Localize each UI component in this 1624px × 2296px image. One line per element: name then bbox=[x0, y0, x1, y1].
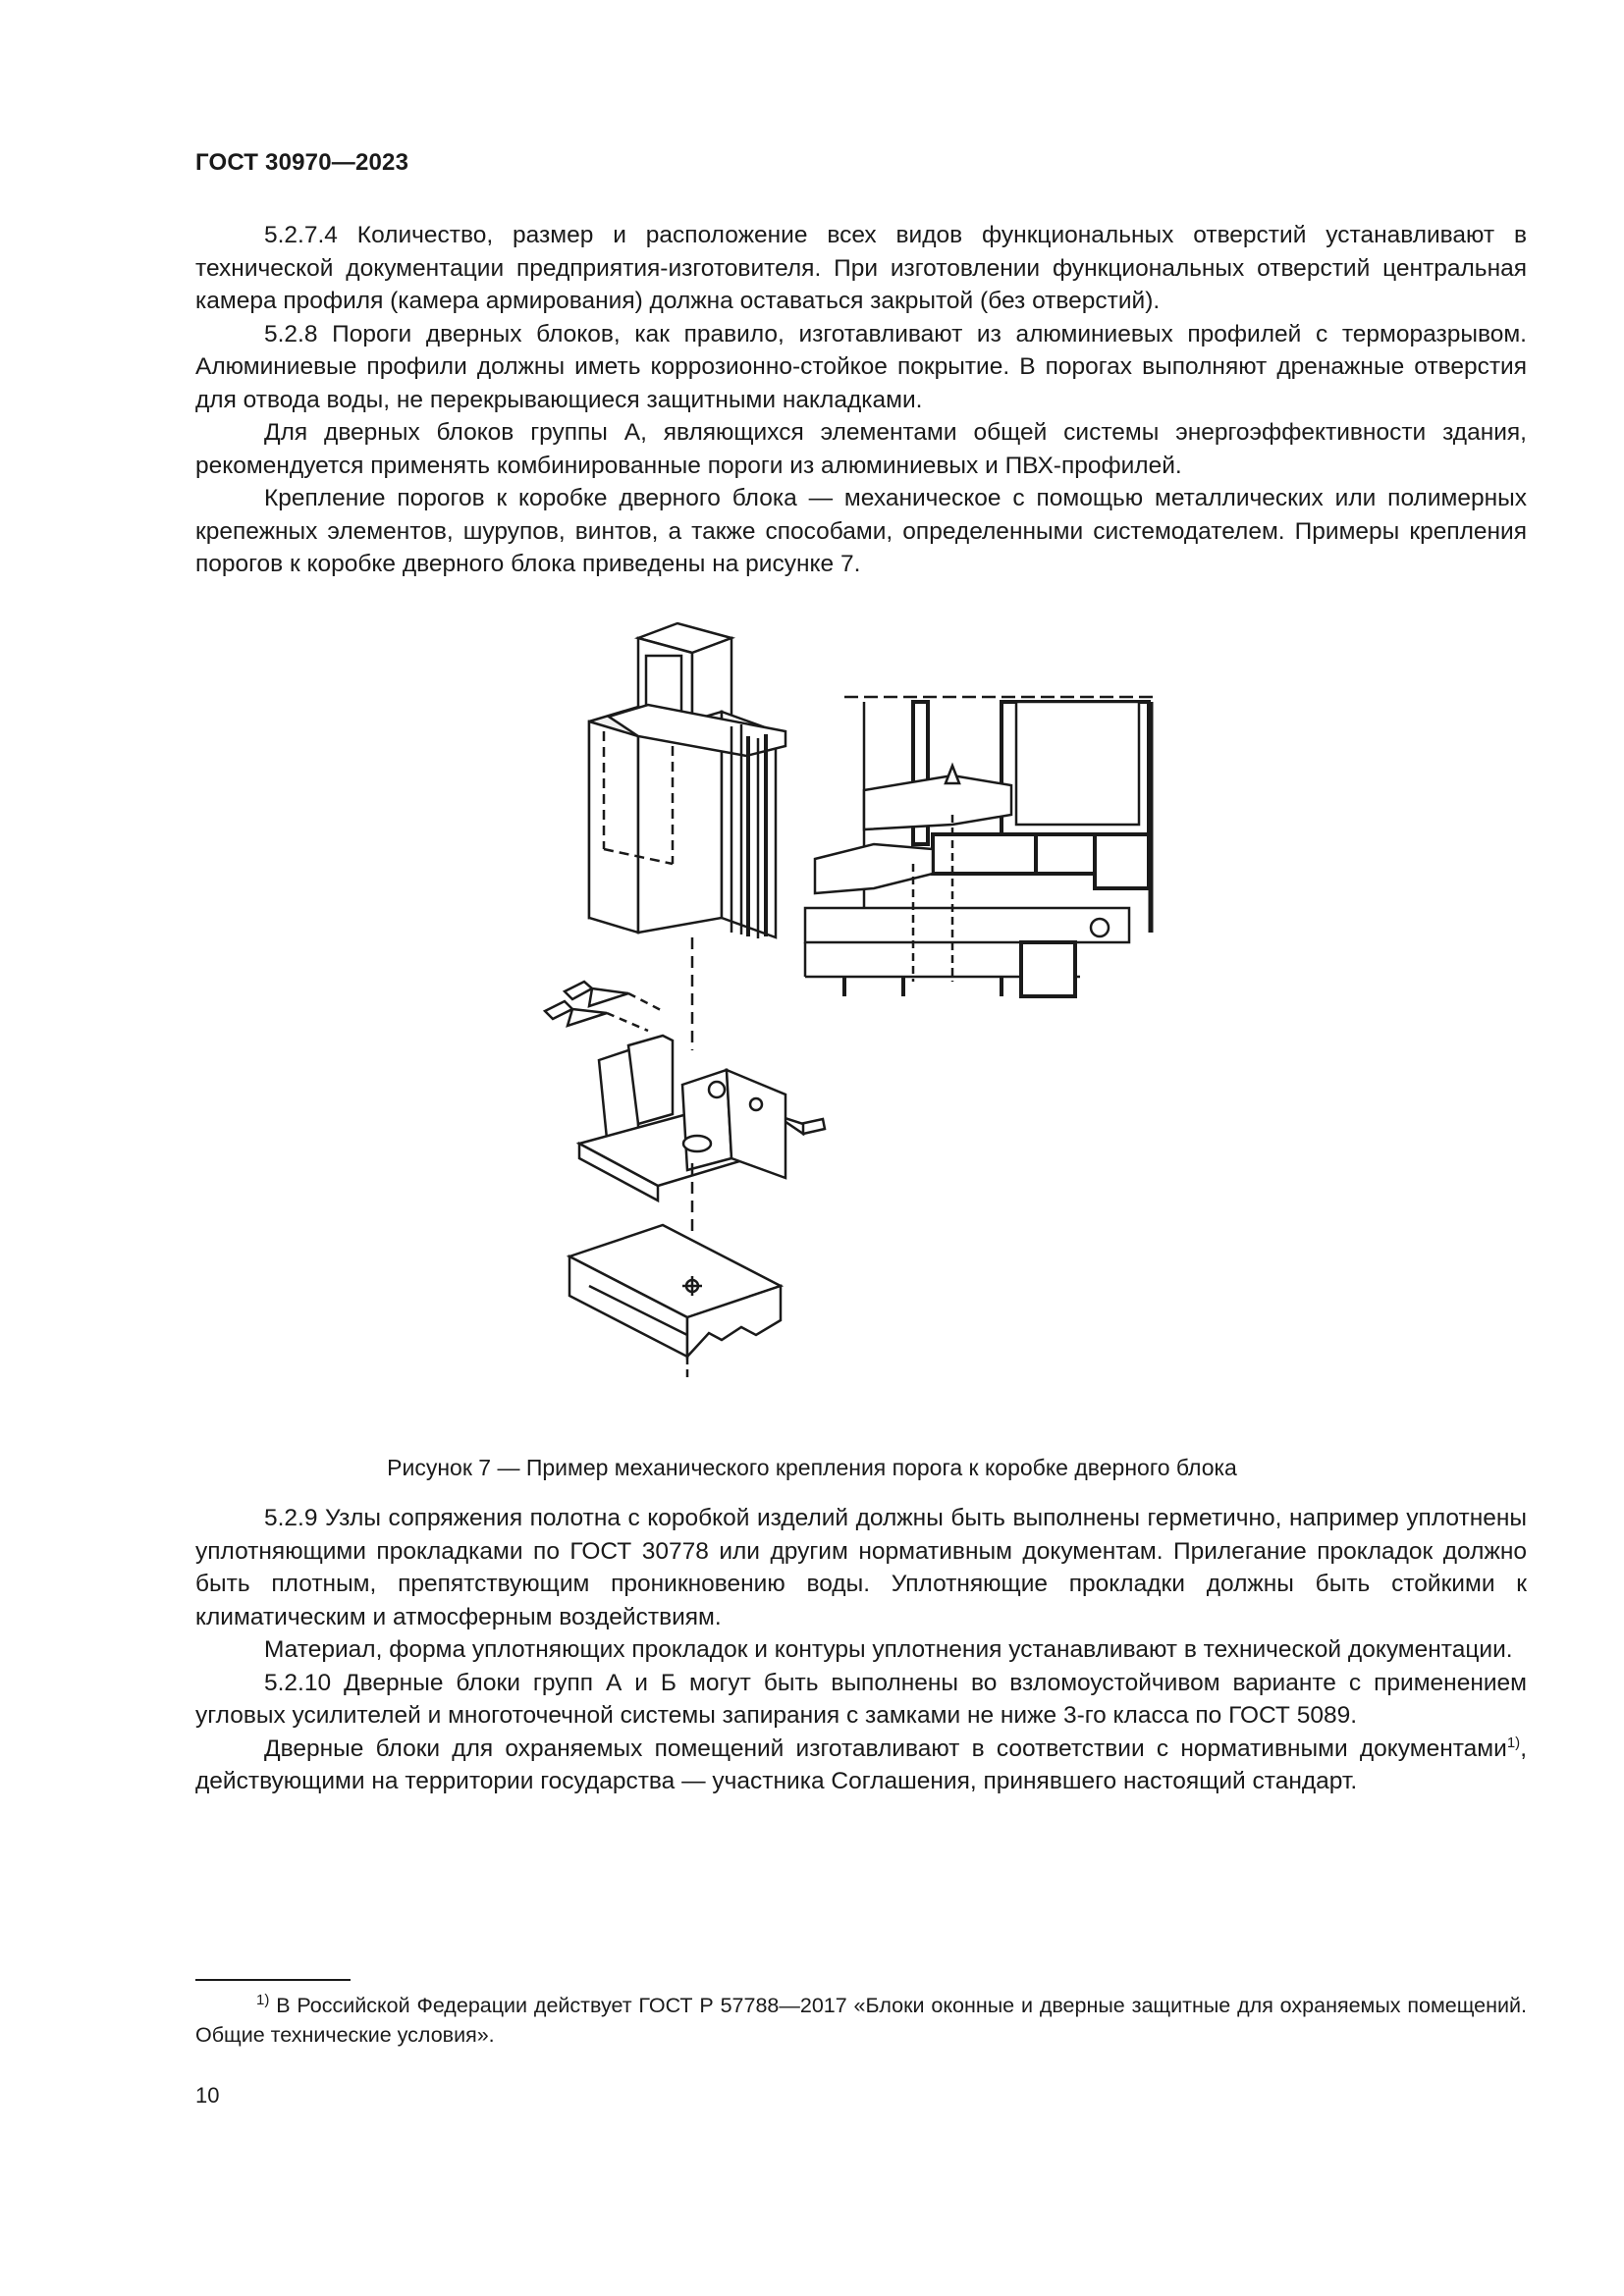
paragraph-5-2-8: 5.2.8 Пороги дверных блоков, как правило, изготавливают из алюминиевых профилей с терморазрывом. Алюминиевые профили должны иметь коррозионно-стойкое покрытие. В порогах выполняют дренажные отверстия для отвода воды, не перекрывающиеся защитными накладками. bbox=[195, 320, 1527, 413]
bracket-drawing bbox=[579, 1036, 785, 1237]
paragraph-5-2-9: 5.2.9 Узлы сопряжения полотна с коробкой изделий должны быть выполнены герметично, например уплотнены уплотняющими прокладками по ГОСТ 30778 или другим нормативным документам. Прилегание прокладок должно быть плотным, препятствующим проникновению воды. Уплотняющие прокладки должны быть стойкими к климатическим и атмосферным воздействиям. bbox=[195, 1505, 1527, 1630]
paragraph-protected-premises bbox=[195, 1733, 1527, 1798]
frame-profile-drawing bbox=[589, 623, 785, 938]
footnote-text: В Российской Федерации действует ГОСТ Р 57788—2017 «Блоки оконные и дверные защитные для охраняемых помещений. Общие технические условия». bbox=[195, 1994, 1527, 2047]
footnote-divider bbox=[195, 1979, 351, 1981]
paragraph-5-2-7-4: 5.2.7.4 Количество, размер и расположение всех видов функциональных отверстий устанавливают в технической документации предприятия-изготовителя. При изготовлении функциональных отверстий центральная камера профиля (камера армирования) должна оставаться закрытой (без отверстий). bbox=[195, 222, 1527, 314]
threshold-cross-section-drawing bbox=[805, 697, 1159, 996]
paragraph-group-a-thresholds: Для дверных блоков группы А, являющихся элементами общей системы энергоэффективности здания, рекомендуется применять комбинированные пороги из алюминиевых и ПВХ-профилей. bbox=[195, 419, 1527, 479]
threshold-profile-drawing bbox=[569, 1225, 781, 1357]
paragraph-seal-material: Материал, форма уплотняющих прокладок и контуры уплотнения устанавливают в технической документации. bbox=[264, 1636, 1513, 1663]
paragraph-protected-premises-text-b: , действующими на территории государства — участника Соглашения, принявшего настоящий стандарт. bbox=[195, 1735, 1527, 1794]
body-text-top bbox=[195, 219, 1527, 581]
footnote bbox=[195, 1991, 1527, 2050]
footnote-mark: 1) bbox=[256, 1991, 270, 2008]
paragraph-threshold-fastening: Крепление порогов к коробке дверного блока — механическое с помощью металлических или полимерных крепежных элементов, шурупов, винтов, а также способами, определенными системодателем. Примеры крепления порогов к коробке дверного блока приведены на рисунке 7. bbox=[195, 485, 1527, 577]
footnote-reference-mark: 1) bbox=[1506, 1734, 1521, 1751]
paragraph-5-2-10: 5.2.10 Дверные блоки групп А и Б могут быть выполнены во взломоустойчивом варианте с применением угловых усилителей и многоточечной системы запирания с замками не ниже 3-го класса по ГОСТ 5089. bbox=[195, 1669, 1527, 1729]
figure-caption: Рисунок 7 — Пример механического крепления порога к коробке дверного блока bbox=[387, 1455, 1237, 1480]
figure-7-threshold-fastening-drawing bbox=[491, 609, 1178, 1394]
body-text-bottom bbox=[195, 1502, 1527, 1798]
standard-header: ГОСТ 30970—2023 bbox=[195, 149, 409, 176]
page-number: 10 bbox=[195, 2083, 220, 2108]
paragraph-protected-premises-text-a: Дверные блоки для охраняемых помещений изготавливают в соответствии с нормативными документами bbox=[264, 1735, 1507, 1762]
